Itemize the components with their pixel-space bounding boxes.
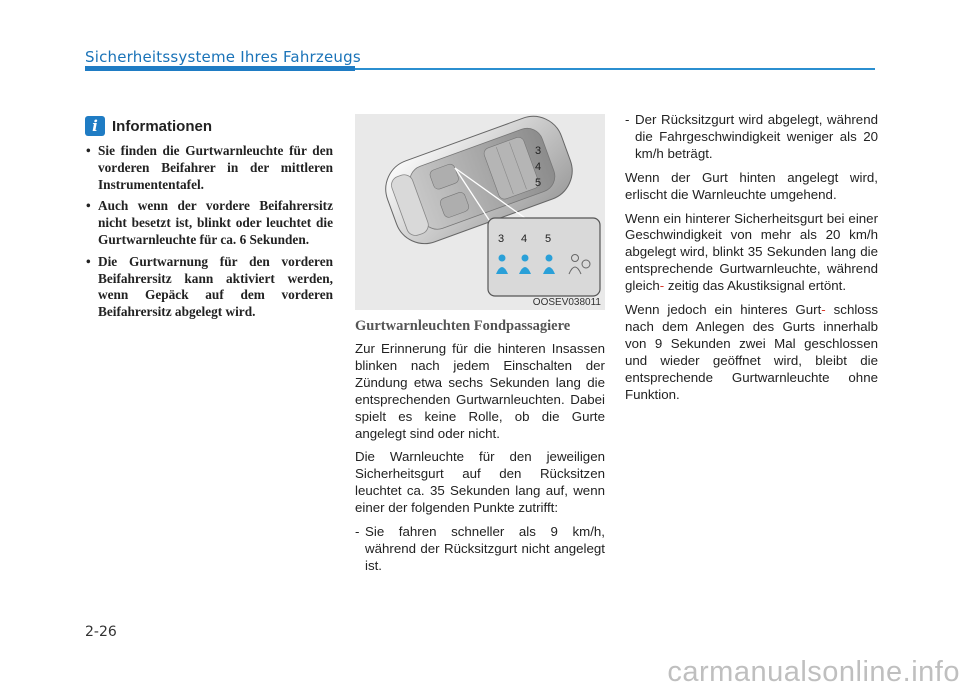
paragraph-part: Wenn ein hinterer Sicherheitsgurt bei einer Geschwindigkeit von mehr als 20 km/h abgelegt wird, blinkt 35 Sekunden lang die entsprechende Gurtwarnleuchte, während gleich [625, 210, 878, 294]
section-title: Gurtwarnleuchten Fondpassagiere [355, 318, 571, 334]
info-icon: i [85, 116, 105, 136]
info-item: • Die Gurtwarnung für den vorderen Beifahrersitz kann aktiviert werden, wenn Gepäck auf dem vorderen Beifahrersitz abgelegt wird. [85, 254, 333, 321]
info-list [85, 143, 333, 326]
text-column-3 [625, 112, 878, 411]
panel-number-3: 3 [498, 233, 505, 245]
info-item: • Sie finden die Gurtwarnleuchte für den vorderen Beifahrer in der mittleren Instrumententafel. [85, 143, 333, 193]
text-column-2 [355, 318, 605, 582]
rear-seat-number-4: 4 [535, 161, 542, 173]
warning-light-panel [488, 218, 600, 296]
panel-number-4: 4 [521, 233, 528, 245]
paragraph [625, 302, 878, 403]
paragraph [625, 211, 878, 296]
paragraph-part: Wenn jedoch ein hinteres Gurt [625, 302, 822, 318]
rear-seat-number-3: 3 [535, 145, 542, 157]
panel-number-5: 5 [545, 233, 552, 245]
figure-caption: OOSEV038011 [532, 297, 601, 308]
car-seat-illustration [355, 114, 605, 310]
hyphen-mark: - [821, 302, 826, 318]
page-number: 2-26 [85, 624, 117, 640]
info-heading [85, 116, 212, 136]
paragraph: Zur Erinnerung für die hinteren Insassen blinken nach jedem Einschalten der Zündung etwa sechs Sekunden lang die entsprechenden Gurtwarnleuchten. Dabei spielt es keine Rolle, ob die Gurte angelegt sind oder nicht. [355, 341, 605, 441]
chapter-title: Sicherheitssysteme Ihres Fahrzeugs [85, 48, 361, 66]
hyphen-mark: - [659, 278, 665, 294]
watermark: carmanualsonline.info [667, 656, 960, 688]
info-item: • Auch wenn der vordere Beifahrersitz nicht besetzt ist, blinkt oder leuchtet die Gurtwarnleuchte für ca. 6 Sekunden. [85, 198, 333, 248]
seatbelt-figure [355, 114, 605, 310]
dash-item: - Der Rücksitzgurt wird abgelegt, während die Fahrgeschwindigkeit weniger als 20 km/h beträgt. [625, 112, 878, 163]
dash-item: - Sie fahren schneller als 9 km/h, während der Rücksitzgurt nicht angelegt ist. [355, 524, 605, 575]
rear-seat-number-5: 5 [535, 177, 542, 189]
header-rule-accent [85, 66, 355, 71]
paragraph: Wenn der Gurt hinten angelegt wird, erlischt die Warnleuchte umgehend. [625, 169, 878, 202]
paragraph: Die Warnleuchte für den jeweiligen Sicherheitsgurt auf den Rücksitzen leuchtet ca. 35 Sekunden lang auf, wenn einer der folgenden Punkte zutrifft: [355, 449, 605, 516]
paragraph-part: zeitig das Akustiksignal ertönt. [667, 278, 847, 294]
paragraph-part: schloss nach dem Anlegen des Gurts innerhalb von 9 Sekunden zwei Mal geschlossen und wieder geöffnet wird, bleibt die entsprechende Gurtwarnleuchte ohne Funktion. [625, 302, 878, 402]
info-title: Informationen [112, 117, 212, 135]
